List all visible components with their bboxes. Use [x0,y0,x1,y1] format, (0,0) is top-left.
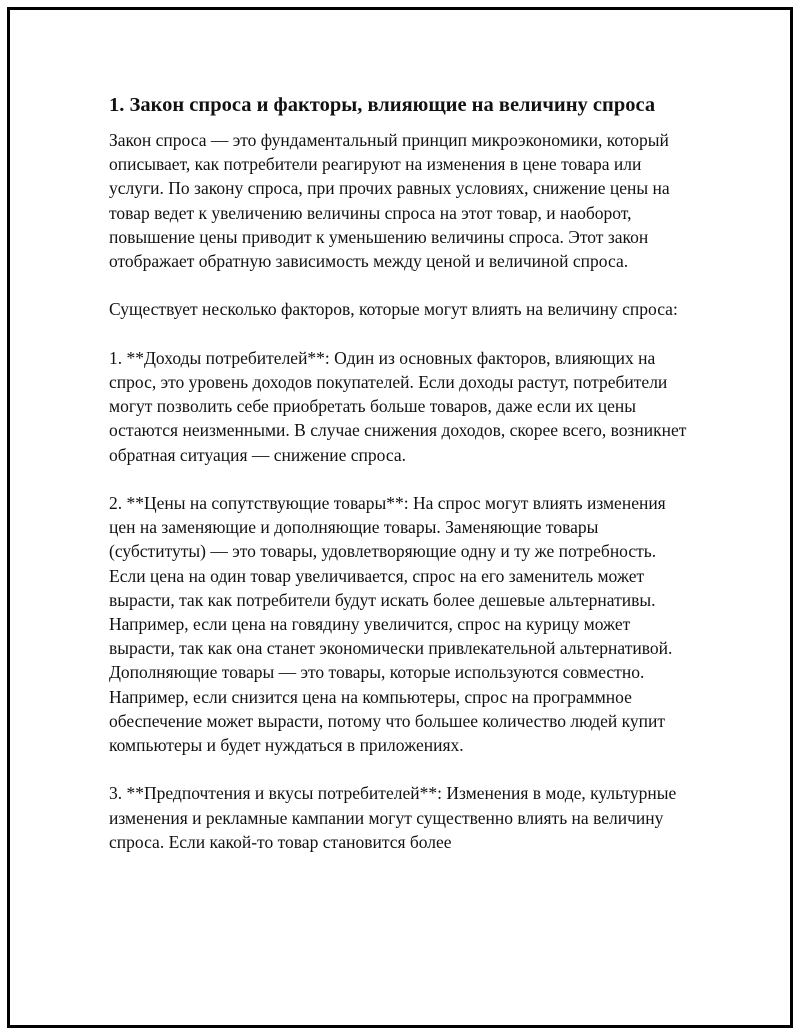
paragraph-factor-preferences: 3. **Предпочтения и вкусы потребителей**: Изменения в моде, культурные изменения и рекламные кампании могут существенно влиять на величину спроса. Если какой-то товар становится более [109,783,677,852]
paragraph-law-of-demand: Закон спроса — это фундаментальный принцип микроэкономики, который описывает, как потребители реагируют на изменения в цене товара или услуги. По закону спроса, при прочих равных условиях, снижение цены на товар ведет к увеличению величины спроса на этот товар, и наоборот, повышение цены приводит к уменьшению величины спроса. Этот закон отображает обратную зависимость между ценой и величиной спроса. [109,130,670,272]
paragraph-factors-intro: Существует несколько факторов, которые могут влиять на величину спроса: [109,299,678,320]
paragraph-factor-related-prices: 2. **Цены на сопутствующие товары**: На спрос могут влиять изменения цен на заменяющие и дополняющие товары. Заменяющие товары (субституты) — это товары, удовлетворяющие одну и ту же потребность. Если цена на один товар увеличивается, спрос на его заменитель может вырасти, так как потребители будут искать более дешевые альтернативы. Например, если цена на говядину увеличится, спрос на курицу может вырасти, так как она станет экономически привлекательной альтернативой. Дополняющие товары — это товары, которые используются совместно. Например, если снизится цена на компьютеры, спрос на программное обеспечение может вырасти, потому что большее количество людей купит компьютеры и будет нуждаться в приложениях. [109,493,673,756]
paragraph-factor-income: 1. **Доходы потребителей**: Один из основных факторов, влияющих на спрос, это уровень доходов покупателей. Если доходы растут, потребители могут позволить себе приобретать больше товаров, даже если их цены остаются неизменными. В случае снижения доходов, скорее всего, возникнет обратная ситуация — снижение спроса. [109,347,687,465]
section-heading: 1. Закон спроса и факторы, влияющие на величину спроса [109,94,656,116]
document-body [109,92,689,878]
